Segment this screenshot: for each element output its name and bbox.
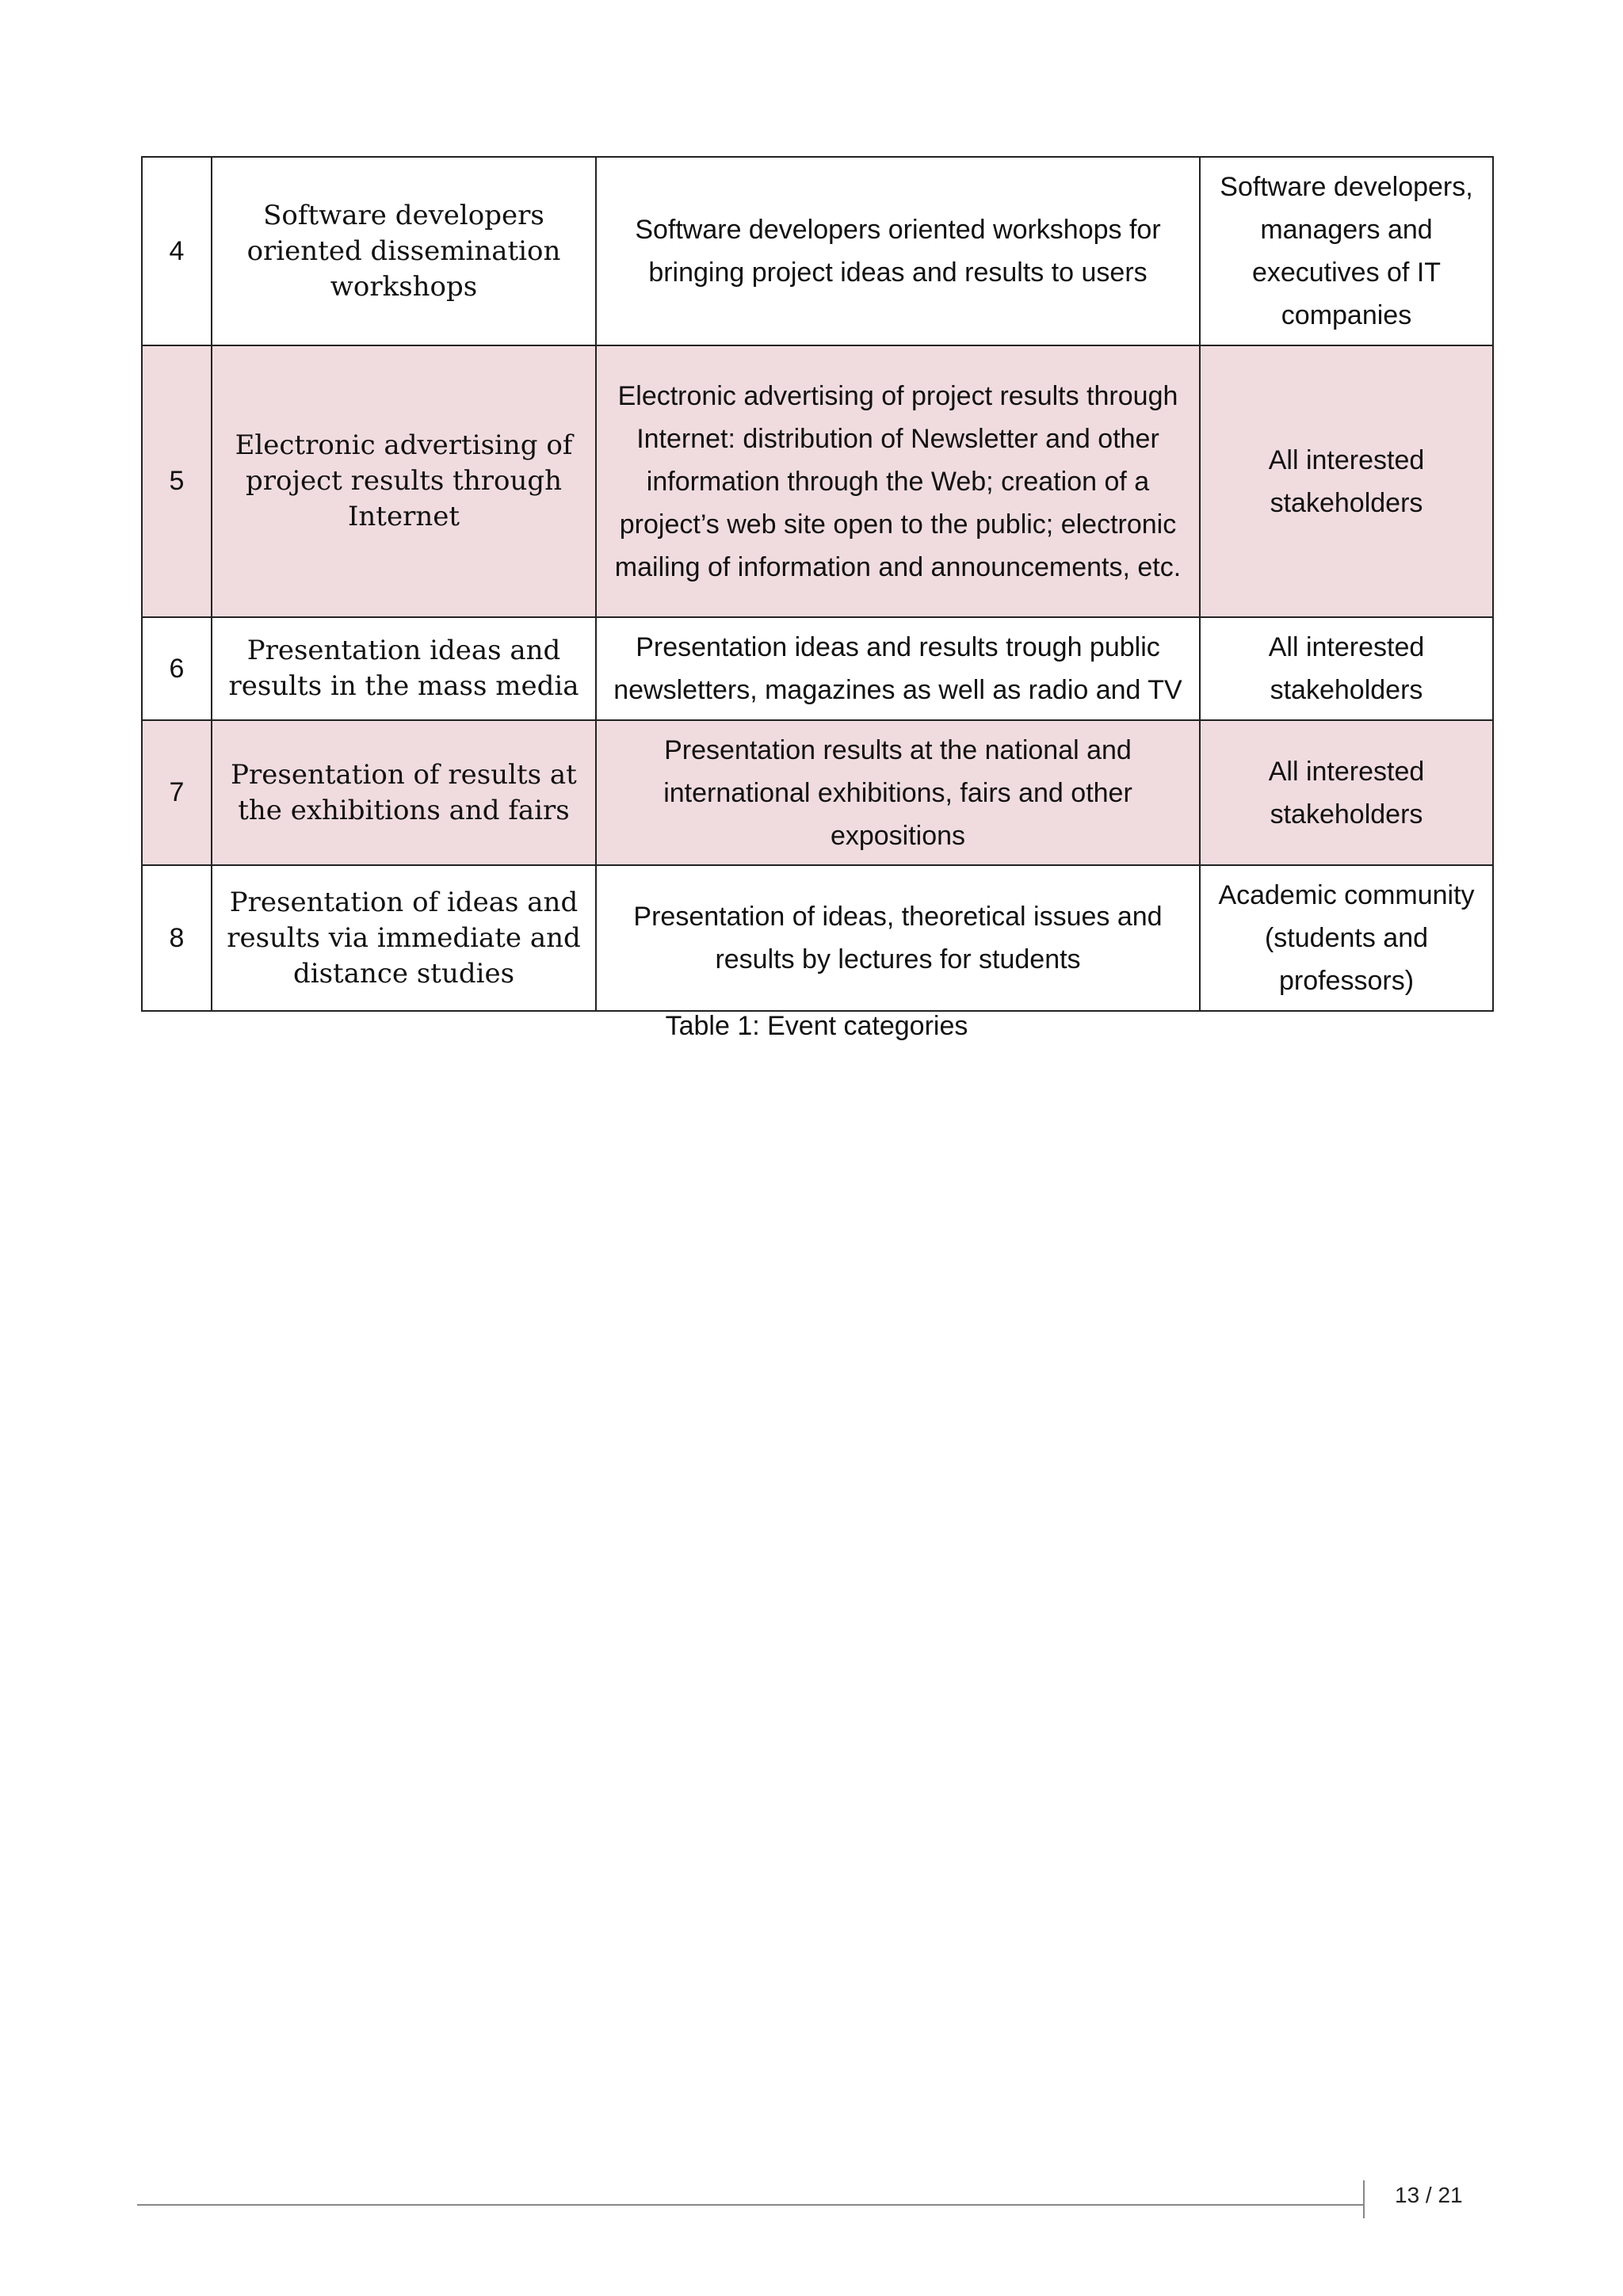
row-number: 4 xyxy=(142,157,212,345)
page-number: 13 / 21 xyxy=(1395,2183,1463,2207)
footer-divider xyxy=(137,2204,1363,2206)
event-name: Presentation of results at the exhibitions and fairs xyxy=(212,720,596,865)
table-row xyxy=(142,865,1493,1011)
table-caption: Table 1: Event categories xyxy=(665,1011,968,1041)
event-name: Electronic advertising of project results through Internet xyxy=(212,345,596,617)
row-number: 5 xyxy=(142,345,212,617)
event-audience: All interested stakeholders xyxy=(1200,345,1493,617)
table-row xyxy=(142,617,1493,720)
row-number: 8 xyxy=(142,865,212,1011)
event-categories-table xyxy=(141,156,1494,1012)
table-row xyxy=(142,345,1493,617)
event-audience: All interested stakeholders xyxy=(1200,720,1493,865)
event-description: Software developers oriented workshops for bringing project ideas and results to users xyxy=(596,157,1200,345)
event-description: Presentation ideas and results trough public newsletters, magazines as well as radio and TV xyxy=(596,617,1200,720)
event-description: Presentation results at the national and international exhibitions, fairs and other expositions xyxy=(596,720,1200,865)
event-name: Presentation ideas and results in the mass media xyxy=(212,617,596,720)
footer-divider-tick xyxy=(1363,2180,1365,2218)
table-row xyxy=(142,720,1493,865)
row-number: 7 xyxy=(142,720,212,865)
event-name: Software developers oriented dissemination workshops xyxy=(212,157,596,345)
event-description: Presentation of ideas, theoretical issues and results by lectures for students xyxy=(596,865,1200,1011)
event-audience: Software developers, managers and executives of IT companies xyxy=(1200,157,1493,345)
event-name: Presentation of ideas and results via immediate and distance studies xyxy=(212,865,596,1011)
event-description: Electronic advertising of project results through Internet: distribution of Newsletter and other information through the Web; creation of a project’s web site open to the public; electronic mailing of information and announcements, etc. xyxy=(596,345,1200,617)
row-number: 6 xyxy=(142,617,212,720)
event-audience: Academic community (students and professors) xyxy=(1200,865,1493,1011)
event-audience: All interested stakeholders xyxy=(1200,617,1493,720)
table-row xyxy=(142,157,1493,345)
